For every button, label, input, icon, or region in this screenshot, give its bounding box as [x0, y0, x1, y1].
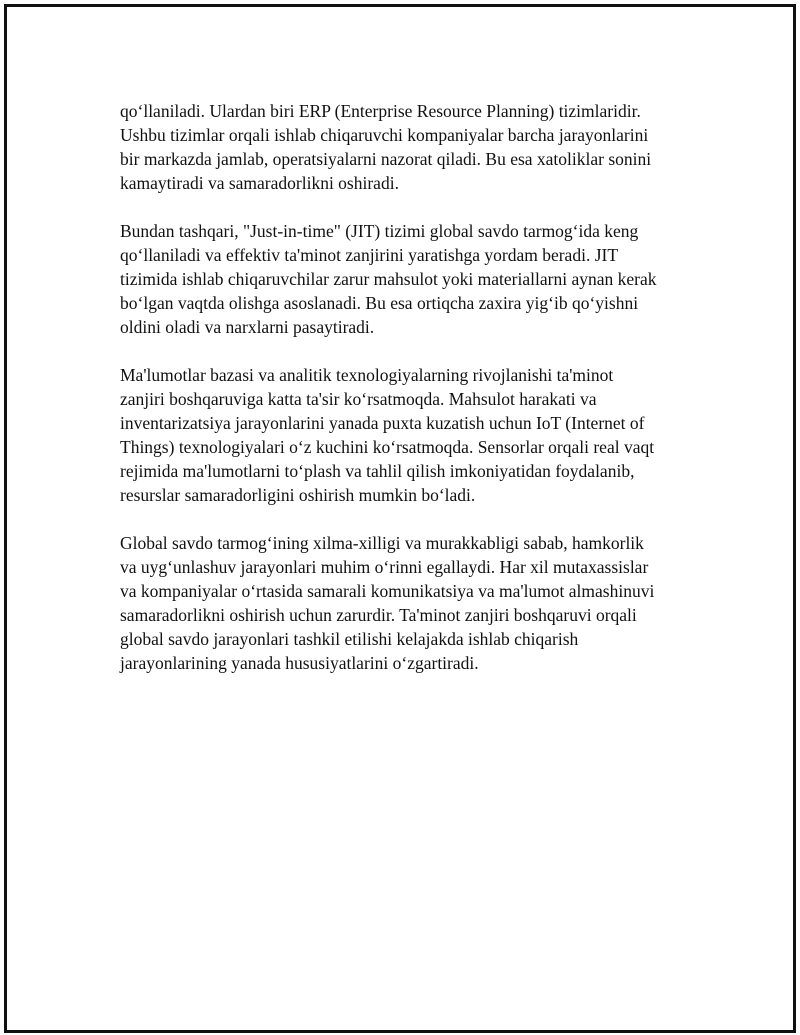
- text-line: qo‘llaniladi va effektiv ta'minot zanjirini yaratishga yordam beradi. JIT: [120, 245, 619, 265]
- text-line: jarayonlarining yanada hususiyatlarini o‘zgartiradi.: [120, 653, 479, 673]
- text-line: kamaytiradi va samaradorlikni oshiradi.: [120, 173, 399, 193]
- paragraph-1: [120, 99, 700, 195]
- paragraph-2: [120, 219, 700, 339]
- text-line: tizimida ishlab chiqaruvchilar zarur mahsulot yoki materiallarni aynan kerak: [120, 269, 657, 289]
- text-line: oldini oladi va narxlarni pasaytiradi.: [120, 317, 375, 337]
- text-line: zanjiri boshqaruviga katta ta'sir ko‘rsatmoqda. Mahsulot harakati va: [120, 389, 597, 409]
- text-line: bo‘lgan vaqtda olishga asoslanadi. Bu esa ortiqcha zaxira yig‘ib qo‘yishni: [120, 293, 639, 313]
- paragraph-3: [120, 363, 700, 507]
- text-line: va uyg‘unlashuv jarayonlari muhim o‘rinni egallaydi. Har xil mutaxassislar: [120, 557, 649, 577]
- text-line: va kompaniyalar o‘rtasida samarali komunikatsiya va ma'lumot almashinuvi: [120, 581, 655, 601]
- text-line: resurslar samaradorligini oshirish mumkin bo‘ladi.: [120, 485, 476, 505]
- text-line: Global savdo tarmog‘ining xilma-xilligi va murakkabligi sabab, hamkorlik: [120, 533, 644, 553]
- text-line: Things) texnologiyalari o‘z kuchini ko‘rsatmoqda. Sensorlar orqali real vaqt: [120, 437, 655, 457]
- paragraph-4: [120, 531, 700, 675]
- text-line: Ma'lumotlar bazasi va analitik texnologiyalarning rivojlanishi ta'minot: [120, 365, 614, 385]
- text-line: Bundan tashqari, "Just-in-time" (JIT) tizimi global savdo tarmog‘ida keng: [120, 221, 639, 241]
- text-line: bir markazda jamlab, operatsiyalarni nazorat qiladi. Bu esa xatoliklar sonini: [120, 149, 652, 169]
- text-line: rejimida ma'lumotlarni to‘plash va tahlil qilish imkoniyatidan foydalanib,: [120, 461, 635, 481]
- text-line: global savdo jarayonlari tashkil etilishi kelajakda ishlab chiqarish: [120, 629, 579, 649]
- page-frame: [4, 4, 796, 1033]
- text-line: samaradorlikni oshirish uchun zarurdir. Ta'minot zanjiri boshqaruvi orqali: [120, 605, 637, 625]
- text-line: Ushbu tizimlar orqali ishlab chiqaruvchi kompaniyalar barcha jarayonlarini: [120, 125, 649, 145]
- document-body: [120, 99, 700, 699]
- text-line: inventarizatsiya jarayonlarini yanada puxta kuzatish uchun IoT (Internet of: [120, 413, 645, 433]
- text-line: qo‘llaniladi. Ulardan biri ERP (Enterprise Resource Planning) tizimlaridir.: [120, 101, 641, 121]
